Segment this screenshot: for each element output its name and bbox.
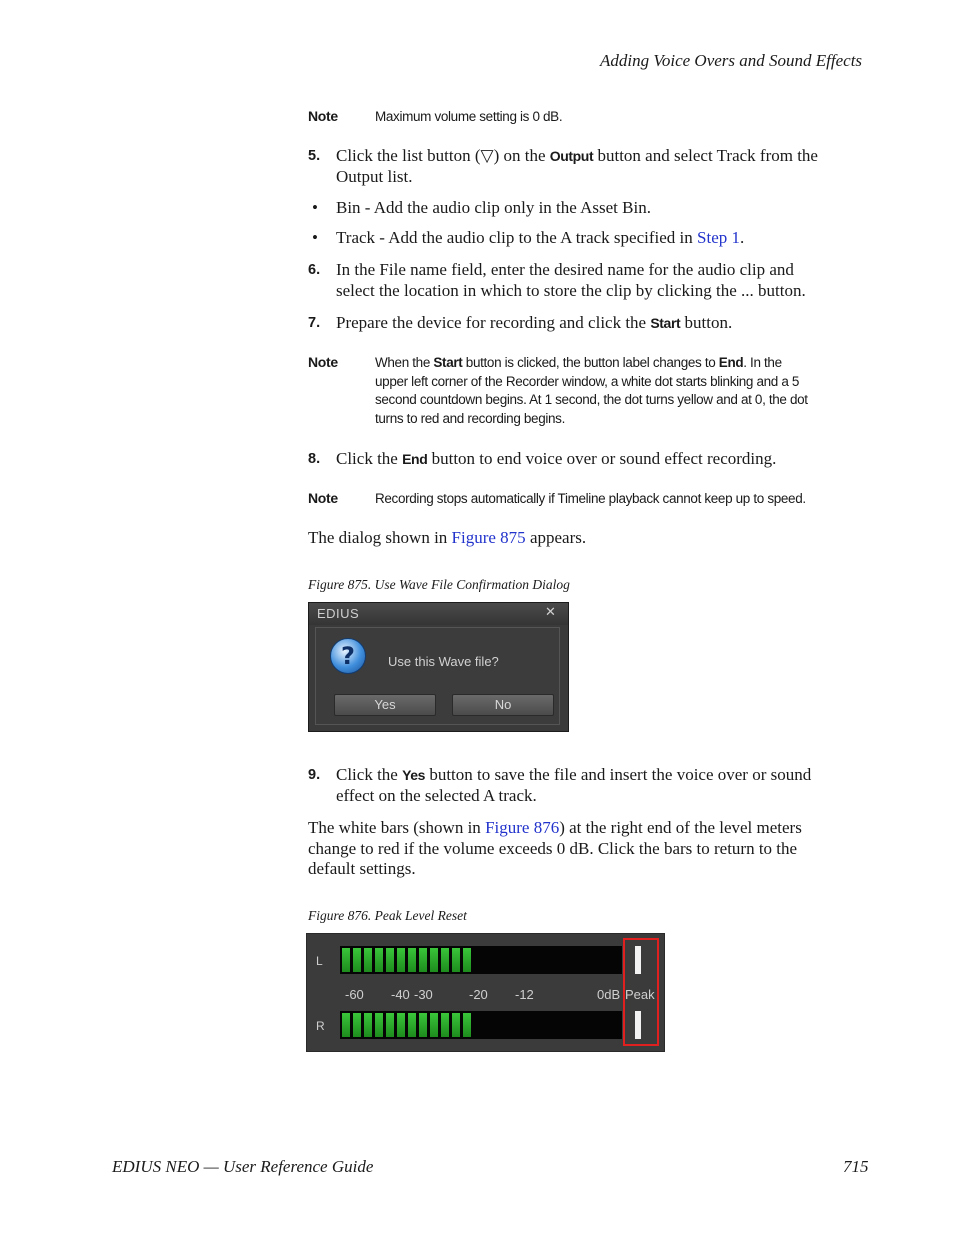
- close-icon[interactable]: ✕: [545, 605, 556, 620]
- level-segment: [441, 948, 449, 972]
- text-run: button to save the file and insert the voice over or sound: [425, 765, 812, 784]
- left-level-bar: [340, 946, 622, 974]
- level-segment: [419, 948, 427, 972]
- running-header: Adding Voice Overs and Sound Effects: [600, 51, 863, 70]
- dialog-titlebar: [309, 603, 568, 625]
- scale-tick: -40: [391, 987, 410, 1002]
- bullet-mark: •: [312, 198, 318, 217]
- page-number: 715: [843, 1157, 869, 1176]
- text-line: Output list.: [336, 166, 413, 186]
- start-label-ref: Start: [433, 355, 463, 370]
- level-segment: [375, 1013, 383, 1037]
- text-run: button is clicked, the button label changes to: [462, 355, 719, 370]
- note-text: [375, 354, 855, 428]
- text-line: default settings.: [308, 859, 416, 878]
- step-9-text: [336, 765, 876, 806]
- level-segment: [375, 948, 383, 972]
- level-segment: [397, 948, 405, 972]
- peak-label: Peak: [625, 987, 655, 1002]
- step-5-text: [336, 146, 876, 187]
- text-run: The dialog shown in: [308, 528, 452, 547]
- left-channel-label: L: [316, 954, 323, 968]
- dialog-title: EDIUS: [317, 606, 360, 621]
- level-segment: [353, 948, 361, 972]
- level-segment: [463, 1013, 471, 1037]
- level-segment: [430, 1013, 438, 1037]
- right-peak-reset-bar[interactable]: [635, 1011, 641, 1039]
- level-segment: [397, 1013, 405, 1037]
- figure-caption: Figure 875. Use Wave File Confirmation Dialog: [308, 577, 570, 592]
- level-segment: [386, 948, 394, 972]
- step-number: 5.: [308, 148, 321, 164]
- step-7-text: [336, 313, 732, 334]
- level-segment: [452, 948, 460, 972]
- text-run: Click the: [336, 765, 403, 784]
- text-run: ) at the right end of the level meters: [559, 818, 802, 837]
- text-run: button and select Track from the: [593, 146, 818, 165]
- note-text: Recording stops automatically if Timeline playback cannot keep up to speed.: [375, 491, 806, 506]
- text-run: .: [740, 228, 745, 247]
- text-run: The white bars (shown in: [308, 818, 486, 837]
- scale-tick: -60: [345, 987, 364, 1002]
- scale-tick: 0dB: [597, 987, 621, 1002]
- step-number: 6.: [308, 262, 321, 278]
- text-line: turns to red and recording begins.: [375, 410, 565, 426]
- step-number: 9.: [308, 767, 321, 783]
- bullet-text: Bin - Add the audio clip only in the Asset Bin.: [336, 198, 651, 217]
- left-peak-reset-bar[interactable]: [635, 946, 641, 974]
- level-segment: [408, 948, 416, 972]
- text-run: button.: [680, 313, 733, 332]
- peak-level-meter: [306, 933, 665, 1052]
- text-run: When the: [375, 355, 434, 370]
- level-segment: [342, 948, 350, 972]
- right-channel-label: R: [316, 1019, 325, 1033]
- paragraph: [308, 528, 586, 549]
- note-label: Note: [308, 490, 338, 506]
- level-segment: [463, 948, 471, 972]
- level-segment: [419, 1013, 427, 1037]
- text-run: Prepare the device for recording and click the: [336, 313, 651, 332]
- level-segment: [364, 948, 372, 972]
- text-line: select the location in which to store the clip by clicking the ... button.: [336, 280, 806, 300]
- figure-876-link[interactable]: Figure 876: [485, 818, 560, 837]
- figure-caption: Figure 876. Peak Level Reset: [308, 908, 467, 923]
- paragraph: [308, 818, 868, 880]
- step-number: 8.: [308, 451, 321, 467]
- level-segment: [353, 1013, 361, 1037]
- scale-tick: -12: [515, 987, 534, 1002]
- level-segment: [364, 1013, 372, 1037]
- level-segment: [342, 1013, 350, 1037]
- level-segment: [452, 1013, 460, 1037]
- note-label: Note: [308, 108, 338, 124]
- dialog-body: [315, 627, 560, 725]
- note-label: Note: [308, 354, 338, 370]
- text-run: Click the list button (▽) on the: [336, 146, 550, 165]
- wave-confirm-dialog: [308, 602, 569, 732]
- dialog-message: Use this Wave file?: [388, 654, 499, 669]
- bullet-text: [336, 228, 744, 249]
- text-line: second countdown begins. At 1 second, the dot turns yellow and at 0, the dot: [375, 392, 808, 407]
- question-icon: ?: [330, 638, 366, 674]
- scale-tick: -30: [414, 987, 433, 1002]
- output-button-ref: Output: [549, 148, 594, 164]
- yes-button-ref: Yes: [402, 767, 426, 783]
- figure-875-link[interactable]: Figure 875: [451, 528, 526, 547]
- peak-highlight-box: [623, 938, 659, 1046]
- text-run: button to end voice over or sound effect recording.: [427, 449, 777, 468]
- level-segment: [441, 1013, 449, 1037]
- text-run: . In the: [743, 355, 782, 370]
- end-label-ref: End: [718, 355, 744, 370]
- text-line: upper left corner of the Recorder window, a white dot starts blinking and a 5: [375, 373, 800, 389]
- text-run: Click the: [336, 449, 403, 468]
- text-line: effect on the selected A track.: [336, 785, 537, 805]
- right-level-bar: [340, 1011, 622, 1039]
- step-number: 7.: [308, 315, 321, 331]
- level-segment: [408, 1013, 416, 1037]
- level-segment: [386, 1013, 394, 1037]
- text-run: Track - Add the audio clip to the A track specified in: [336, 228, 698, 247]
- level-segment: [430, 948, 438, 972]
- text-run: appears.: [525, 528, 587, 547]
- no-button[interactable]: No: [452, 694, 554, 716]
- step-6-text: [336, 260, 876, 301]
- text-line: change to red if the volume exceeds 0 dB. Click the bars to return to the: [308, 838, 798, 858]
- note-text: Maximum volume setting is 0 dB.: [375, 109, 563, 124]
- step-8-text: [336, 449, 776, 470]
- step-1-link[interactable]: Step 1: [697, 228, 741, 247]
- end-button-ref: End: [402, 451, 428, 467]
- text-line: In the File name field, enter the desired name for the audio clip and: [336, 260, 794, 279]
- start-button-ref: Start: [650, 315, 681, 331]
- footer-title: EDIUS NEO — User Reference Guide: [112, 1157, 374, 1176]
- yes-button[interactable]: Yes: [334, 694, 436, 716]
- bullet-mark: •: [312, 228, 318, 247]
- scale-tick: -20: [469, 987, 488, 1002]
